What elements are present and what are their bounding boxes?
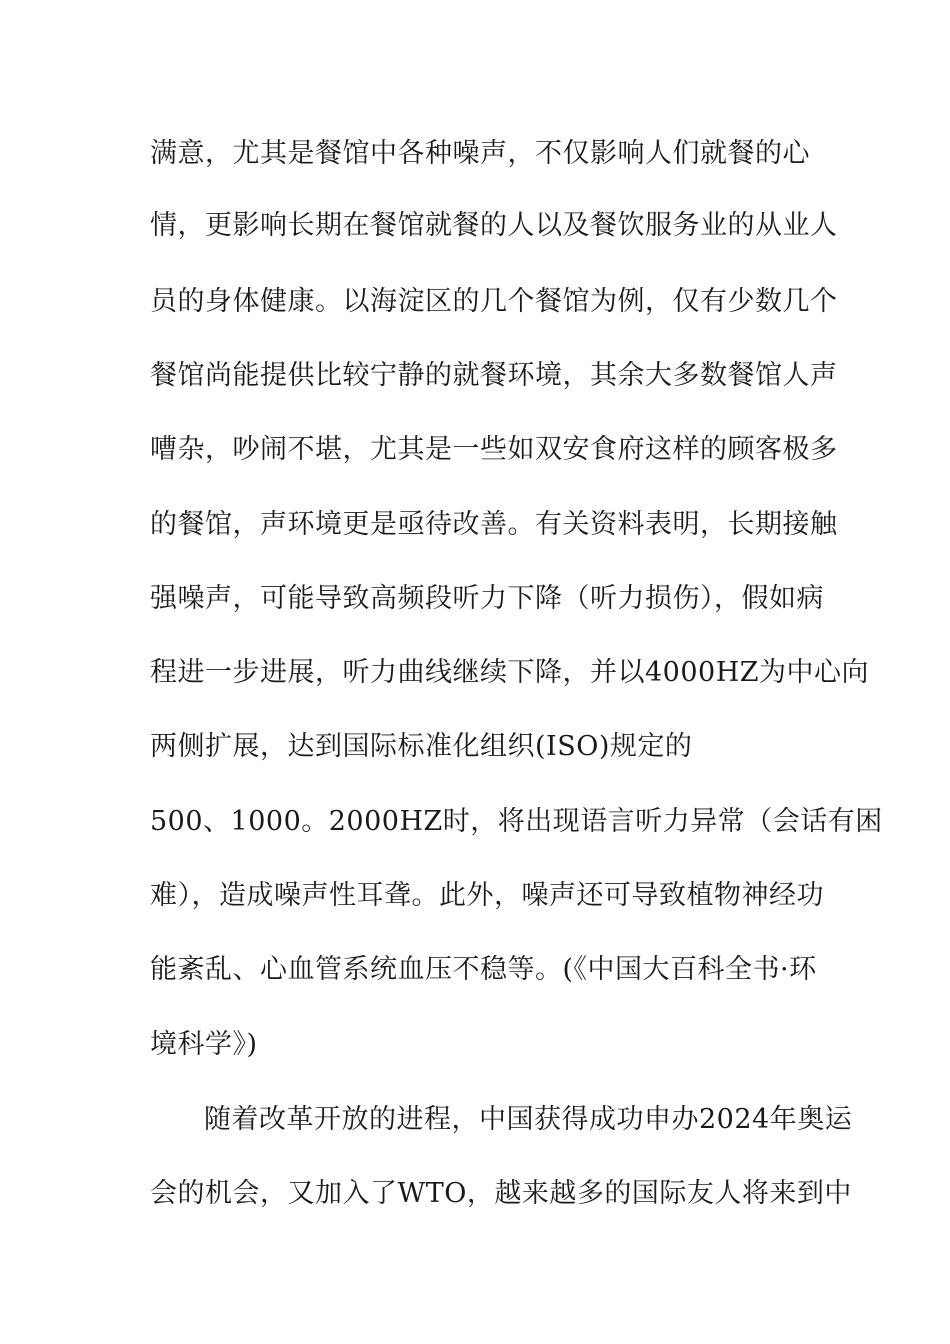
text-line: 境科学》) [150, 1029, 258, 1060]
text-line: 员的身体健康。以海淀区的几个餐馆为例，仅有少数几个 [150, 286, 838, 317]
text-line: 情，更影响长期在餐馆就餐的人以及餐饮服务业的从业人 [150, 210, 838, 241]
text-line: 能紊乱、心血管系统血压不稳等。(《中国大百科全书·环 [150, 954, 817, 985]
paragraph-first-line: 随着改革开放的进程，中国获得成功申办2024年奥运 [204, 1104, 853, 1135]
text-line: 难），造成噪声性耳聋。此外，噪声还可导致植物神经功 [150, 880, 824, 911]
text-line: 的餐馆，声环境更是亟待改善。有关资料表明，长期接触 [150, 509, 838, 540]
text-line: 会的机会，又加入了WTO，越来越多的国际友人将来到中 [150, 1178, 852, 1209]
text-line: 两侧扩展，达到国际标准化组织(ISO)规定的 [150, 731, 693, 762]
text-line: 嘈杂，吵闹不堪，尤其是一些如双安食府这样的顾客极多 [150, 434, 838, 465]
text-line: 餐馆尚能提供比较宁静的就餐环境，其余大多数餐馆人声 [150, 360, 838, 391]
text-line: 强噪声，可能导致高频段听力下降（听力损伤），假如病 [150, 583, 824, 614]
text-line: 程进一步进展，听力曲线继续下降，并以4000HZ为中心向 [150, 657, 870, 688]
text-line: 500、1000。2000HZ时，将出现语言听力异常（会话有困 [150, 806, 883, 837]
text-line: 满意，尤其是餐馆中各种噪声，不仅影响人们就餐的心 [150, 138, 810, 169]
